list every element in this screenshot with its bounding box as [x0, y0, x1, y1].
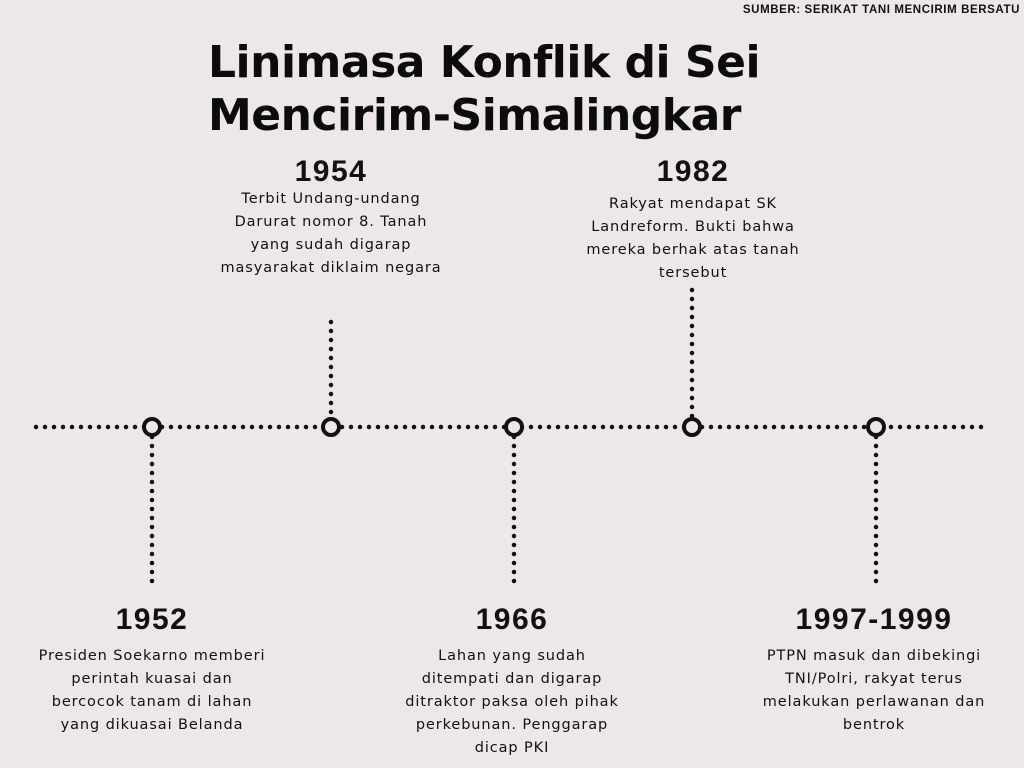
title-line-2: Mencirim-Simalingkar [208, 90, 741, 141]
marker-1952 [144, 419, 160, 435]
source-credit: SUMBER: SERIKAT TANI MENCIRIM BERSATU [742, 4, 1020, 16]
event-description: Terbit Undang-undang Darurat nomor 8. Tanah yang sudah digarap masyarakat diklaim negara [220, 191, 442, 276]
title-line-1: Linimasa Konflik di Sei [208, 37, 761, 88]
event-year: 1982 [656, 155, 730, 188]
event-year: 1966 [475, 603, 549, 636]
event-description: Presiden Soekarno memberi perintah kuasai dan bercocok tanam di lahan yang dikuasai Belanda [38, 648, 266, 733]
event-description: PTPN masuk dan dibekingi TNI/Polri, rakyat terus melakukan perlawanan dan bentrok [762, 648, 986, 733]
event-year: 1997-1999 [795, 603, 953, 636]
marker-1966 [506, 419, 522, 435]
marker-1954 [323, 419, 339, 435]
event-year: 1954 [294, 155, 368, 188]
marker-1997-1999 [868, 419, 884, 435]
event-year: 1952 [115, 603, 189, 636]
marker-1982 [684, 419, 700, 435]
event-description: Rakyat mendapat SK Landreform. Bukti bahwa mereka berhak atas tanah tersebut [586, 196, 800, 281]
event-description: Lahan yang sudah ditempati dan digarap ditraktor paksa oleh pihak perkebunan. Penggarap dicap PKI [405, 648, 619, 756]
